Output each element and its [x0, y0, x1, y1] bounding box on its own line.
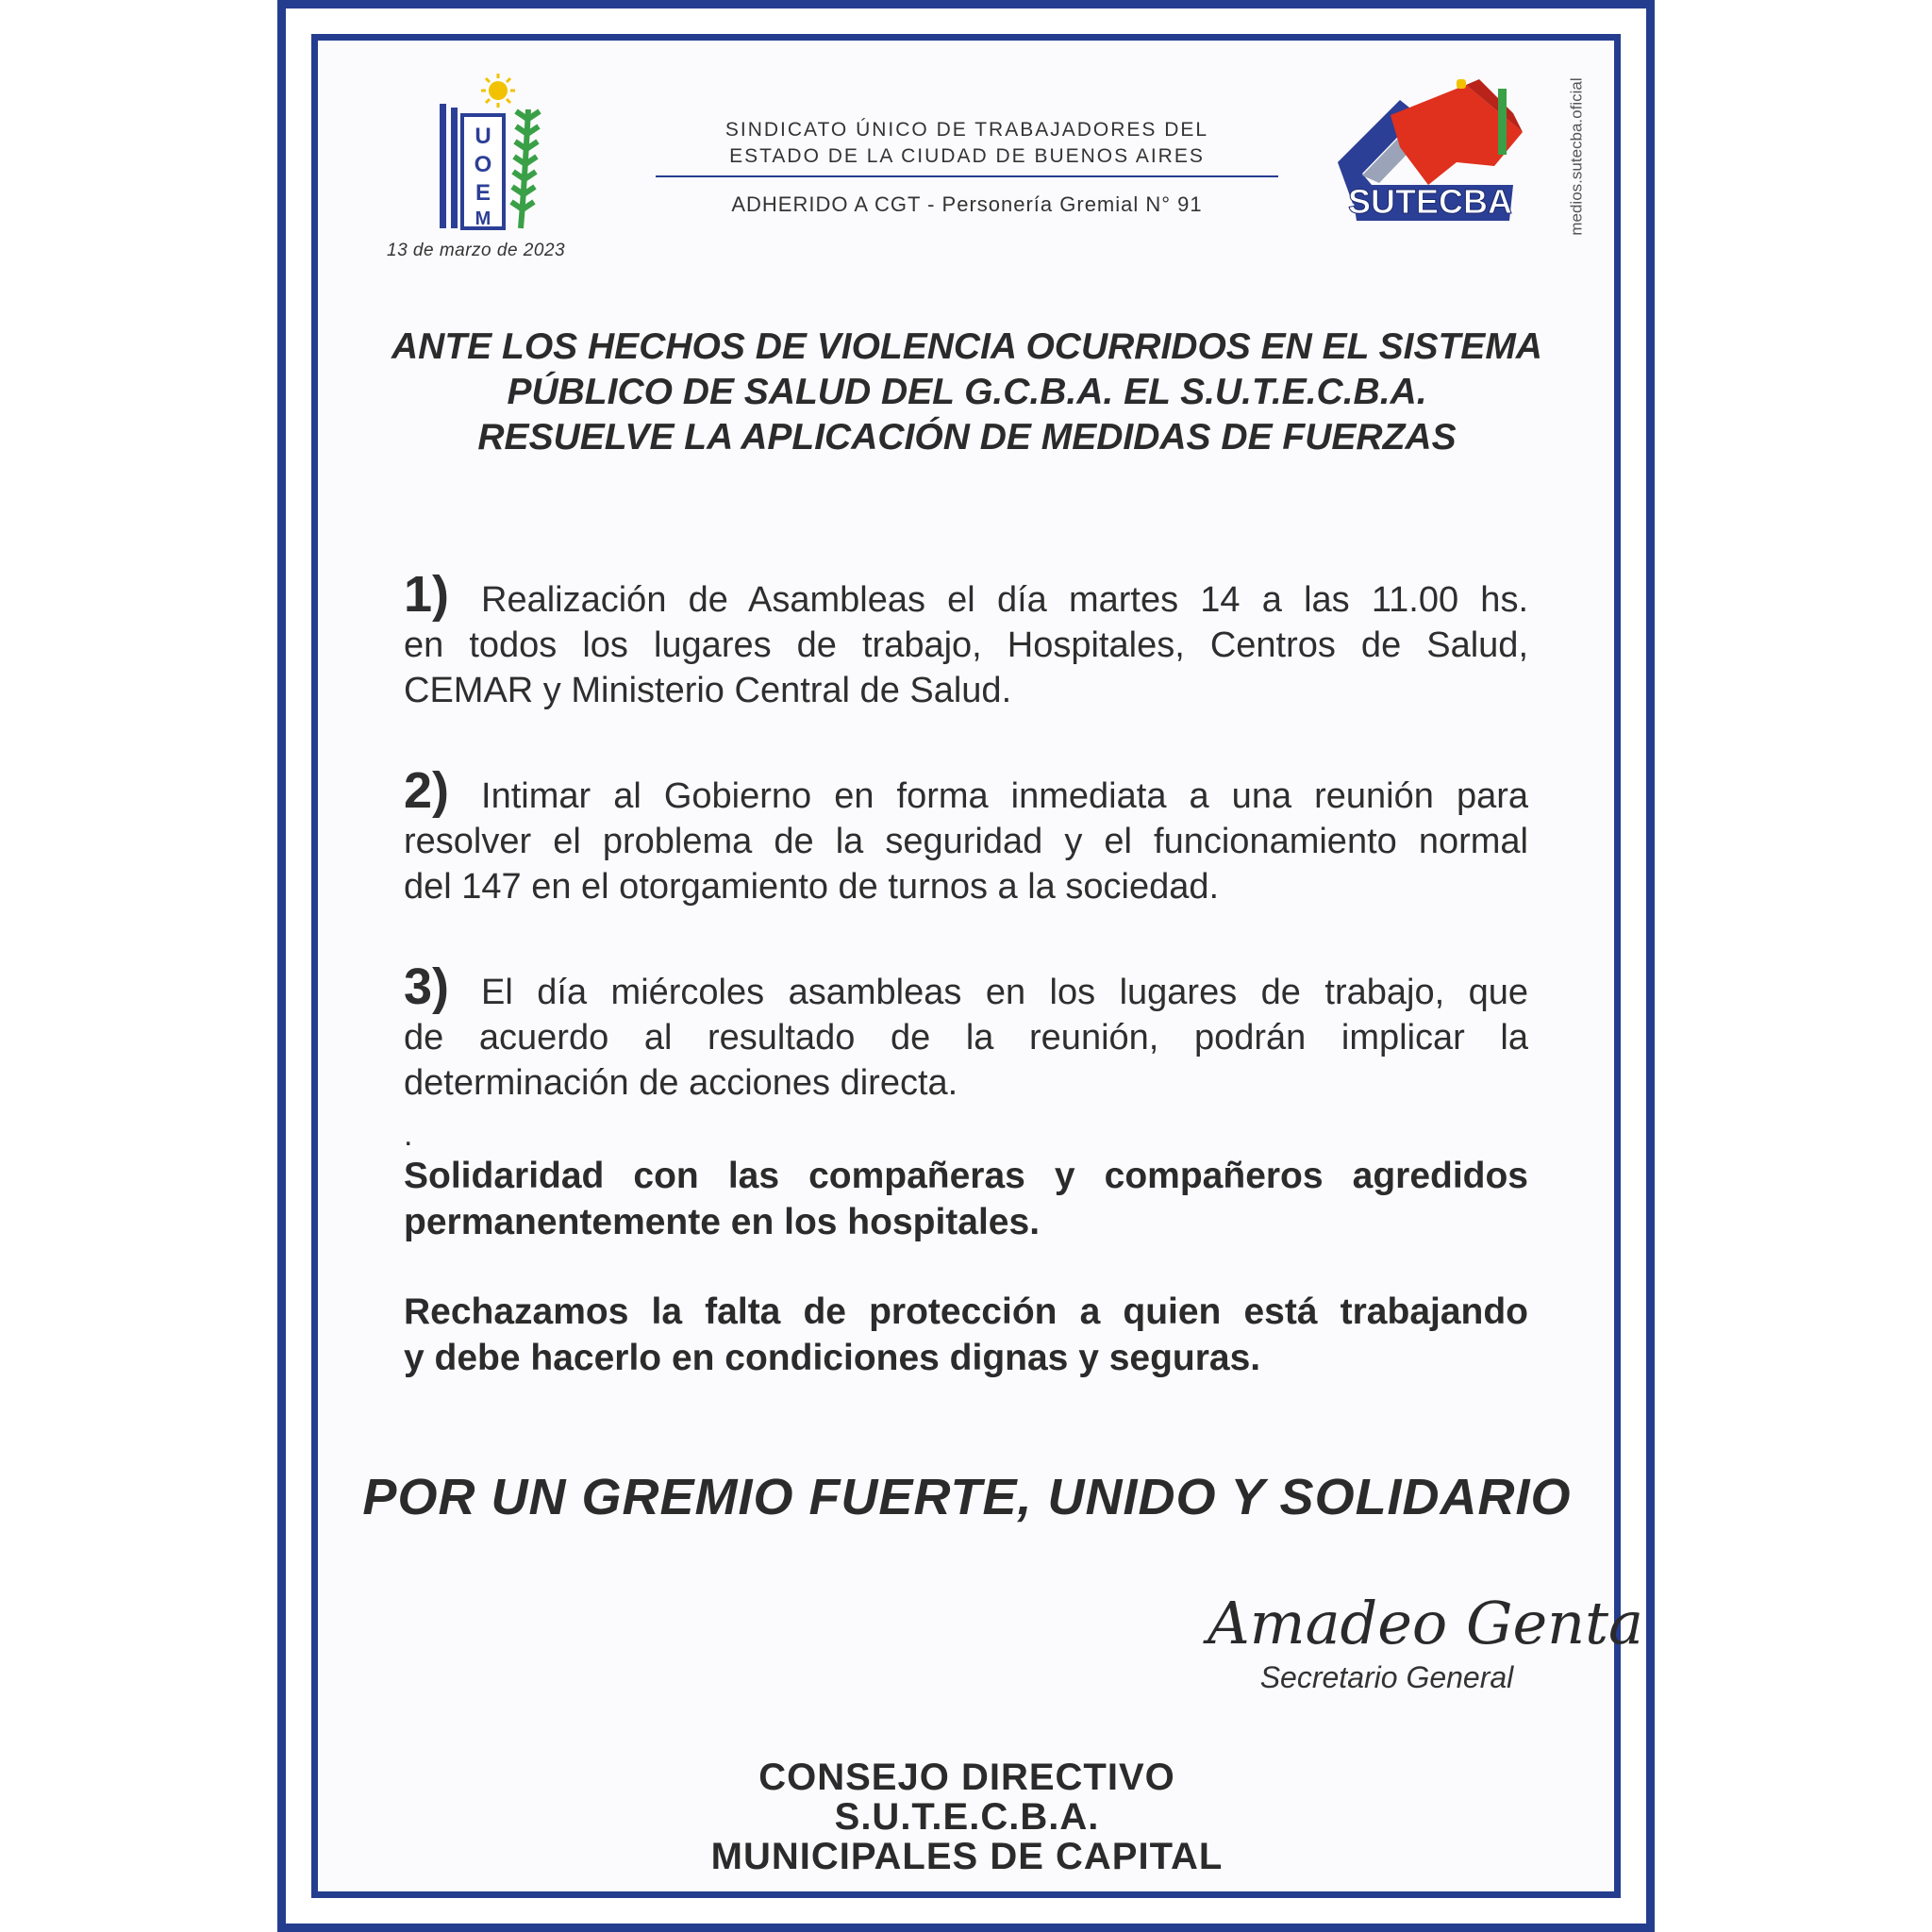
point-3-line2: de acuerdo al resultado de la reunión, podrán implicar la — [404, 1018, 1528, 1058]
social-handle-text: medios.sutecba.oficial — [1568, 77, 1587, 236]
solidarity-line1: Solidaridad con las compañeras y compañeros agredidos — [404, 1156, 1528, 1196]
signature-role: Secretario General — [1259, 1660, 1514, 1694]
sutecba-logo — [1324, 72, 1532, 232]
point-2-line2: resolver el problema de la seguridad y el funcionamiento normal — [404, 822, 1528, 861]
point-3 — [404, 958, 1528, 1106]
header-divider — [656, 175, 1278, 177]
rejection-line2: y debe hacerlo en condiciones dignas y seguras. — [404, 1338, 1261, 1378]
point-1 — [404, 566, 1528, 713]
uoem-logo — [434, 70, 557, 236]
uoem-letter-u: U — [475, 124, 491, 149]
point-1-line3: CEMAR y Ministerio Central de Salud. — [404, 671, 1012, 710]
point-3-line3: determinación de acciones directa. — [404, 1063, 958, 1103]
uoem-letter-m: M — [475, 208, 491, 229]
wheat-icon — [511, 109, 540, 228]
point-3-number: 3) — [404, 958, 450, 1015]
solidarity-line2: permanentemente en los hospitales. — [404, 1202, 1041, 1242]
sutecba-logo-text: SUTECBA — [1347, 182, 1513, 221]
council-line2: S.U.T.E.C.B.A. — [834, 1796, 1100, 1838]
title-line3: RESUELVE LA APLICACIÓN DE MEDIDAS DE FUERZAS — [477, 417, 1457, 458]
rejection-statement — [404, 1289, 1528, 1381]
point-2-line1: Intimar al Gobierno en forma inmediata a una reunión para — [481, 776, 1528, 816]
point-2-line3: del 147 en el otorgamiento de turnos a la sociedad. — [404, 867, 1220, 907]
point-1-line2: en todos los lugares de trabajo, Hospitales, Centros de Salud, — [404, 625, 1528, 665]
sun-icon — [481, 74, 515, 108]
union-name-line2: ESTADO DE LA CIUDAD DE BUENOS AIRES — [729, 145, 1205, 167]
point-3-line1: El día miércoles asambleas en los lugares de trabajo, que — [481, 973, 1528, 1012]
title-line1: ANTE LOS HECHOS DE VIOLENCIA OCURRIDOS EN EL SISTEMA — [391, 326, 1542, 367]
side-social-handle — [1564, 62, 1591, 251]
point-2-number: 2) — [404, 762, 450, 819]
union-name-line1: SINDICATO ÚNICO DE TRABAJADORES DEL — [724, 119, 1209, 141]
council-line3: MUNICIPALES DE CAPITAL — [710, 1836, 1224, 1877]
point-2 — [404, 762, 1528, 909]
solidarity-statement — [404, 1153, 1528, 1245]
stray-dot: . — [404, 1117, 413, 1153]
title-line2: PÚBLICO DE SALUD DEL G.C.B.A. EL S.U.T.E.C.B.A. — [507, 372, 1427, 412]
uoem-letter-e: E — [475, 180, 491, 206]
point-1-number: 1) — [404, 566, 450, 623]
uoem-letter-o: O — [474, 152, 492, 177]
council-line1: CONSEJO DIRECTIVO — [758, 1757, 1175, 1798]
union-slogan: POR UN GREMIO FUERTE, UNIDO Y SOLIDARIO — [362, 1469, 1572, 1525]
signature-name: Amadeo Genta — [1208, 1589, 1643, 1657]
union-affiliation: ADHERIDO A CGT - Personería Gremial N° 91 — [731, 192, 1203, 216]
rejection-line1: Rechazamos la falta de protección a quien está trabajando — [404, 1291, 1528, 1332]
point-1-line1: Realización de Asambleas el día martes 14 a las 11.00 hs. — [481, 580, 1528, 620]
document-date: 13 de marzo de 2023 — [387, 241, 566, 260]
